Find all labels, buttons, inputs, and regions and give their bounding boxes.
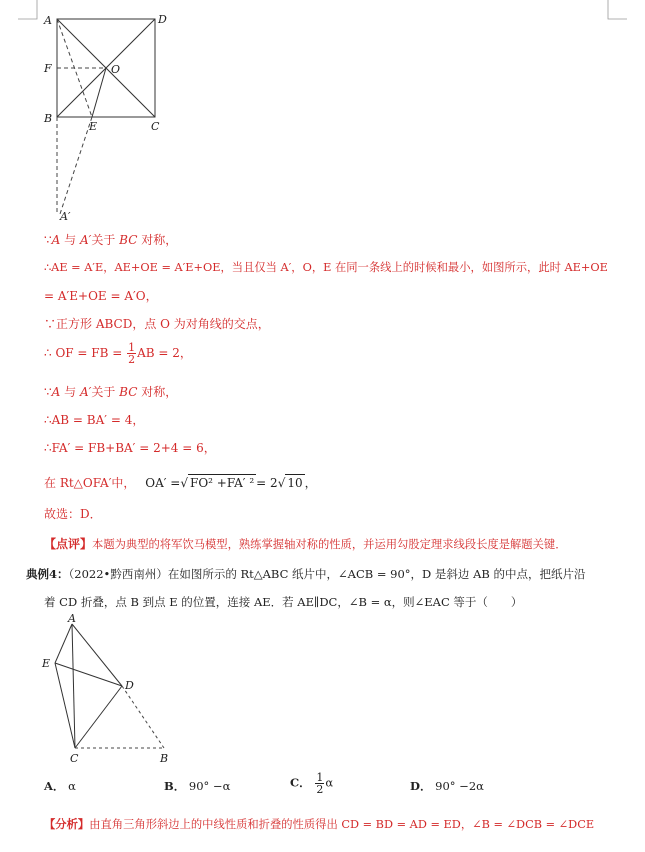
solution-line-7: ∴AB = BA′ = 4， <box>44 413 145 427</box>
label-b: B <box>44 112 53 125</box>
solution-line-2: ∴AE = A′E，AE+OE = A′E+OE，当且仅当 A′，O，E 在同一条线上的时候和最小，如图所示，此时 AE+OE <box>44 261 608 274</box>
label-e: E <box>42 657 51 670</box>
solution-line-6: ∵A 与 A′关于 BC 对称， <box>44 385 178 399</box>
label-c: C <box>70 752 79 765</box>
segment-ac <box>72 624 75 748</box>
label-b: B <box>160 752 169 765</box>
solution-line-8: ∴FA′ = FB+BA′ = 2+4 = 6， <box>44 441 216 455</box>
example-4-line-2: 着 CD 折叠，点 B 到点 E 的位置，连接 AE．若 AE∥DC，∠B = α，则∠EAC 等于（ ） <box>44 595 523 609</box>
segment-ed <box>55 663 122 686</box>
solution-line-4: ∵正方形 ABCD，点 O 为对角线的交点， <box>44 317 270 331</box>
segment-ec <box>55 663 75 748</box>
label-d: D <box>158 13 167 26</box>
option-b[interactable]: B． 90° −α <box>164 779 231 793</box>
label-f: F <box>44 62 52 75</box>
fraction-one-half: $\frac{1}{2}$ <box>128 341 136 366</box>
corner-mark-top-left <box>18 0 38 20</box>
segment-db <box>122 686 164 748</box>
solution-line-9: 在 Rt△OFA′中， OA′ =√ FO² +FA′ ² = 2√ 10 ， <box>44 476 317 490</box>
option-d[interactable]: D． 90° −2α <box>410 779 484 793</box>
fraction-one-half: $\frac{1}{2}$ <box>316 771 324 796</box>
segment-ea-prime <box>60 117 92 214</box>
label-a: A <box>68 612 76 625</box>
corner-mark-top-right <box>607 0 627 20</box>
solution-line-5: ∴ OF = FB = $\frac{1}{2}$ AB = 2， <box>44 341 192 366</box>
figure-square-abcd <box>40 8 180 228</box>
label-e: E <box>89 120 98 133</box>
segment-dc <box>75 686 122 748</box>
label-d: D <box>125 679 134 692</box>
label-a-prime: A′ <box>60 210 71 223</box>
option-a[interactable]: A． α <box>44 779 76 793</box>
segment-ae <box>55 624 72 663</box>
comment: 【点评】本题为典型的将军饮马模型，熟练掌握轴对称的性质，并运用勾股定理求线段长度是解题关键． <box>44 537 567 551</box>
label-a: A <box>44 14 52 27</box>
solution-line-1: ∵A 与 A′关于 BC 对称， <box>44 233 178 247</box>
solution-line-3: = A′E+OE = A′O， <box>44 289 158 303</box>
option-c[interactable]: C． $\frac{1}{2}$ α <box>290 771 334 796</box>
label-o: O <box>111 63 121 76</box>
label-c: C <box>151 120 160 133</box>
analysis: 【分析】由直角三角形斜边上的中线性质和折叠的性质得出 CD = BD = AD = ED，∠B = ∠DCB = ∠DCE <box>44 817 595 831</box>
segment-ad <box>72 624 122 686</box>
example-4-line-1: 典例4：（2022•黔西南州）在如图所示的 Rt△ABC 纸片中，∠ACB = 90°，D 是斜边 AB 的中点，把纸片沿 <box>26 567 586 581</box>
figure-triangle-fold <box>38 612 178 768</box>
solution-line-10: 故选：D． <box>44 507 102 521</box>
